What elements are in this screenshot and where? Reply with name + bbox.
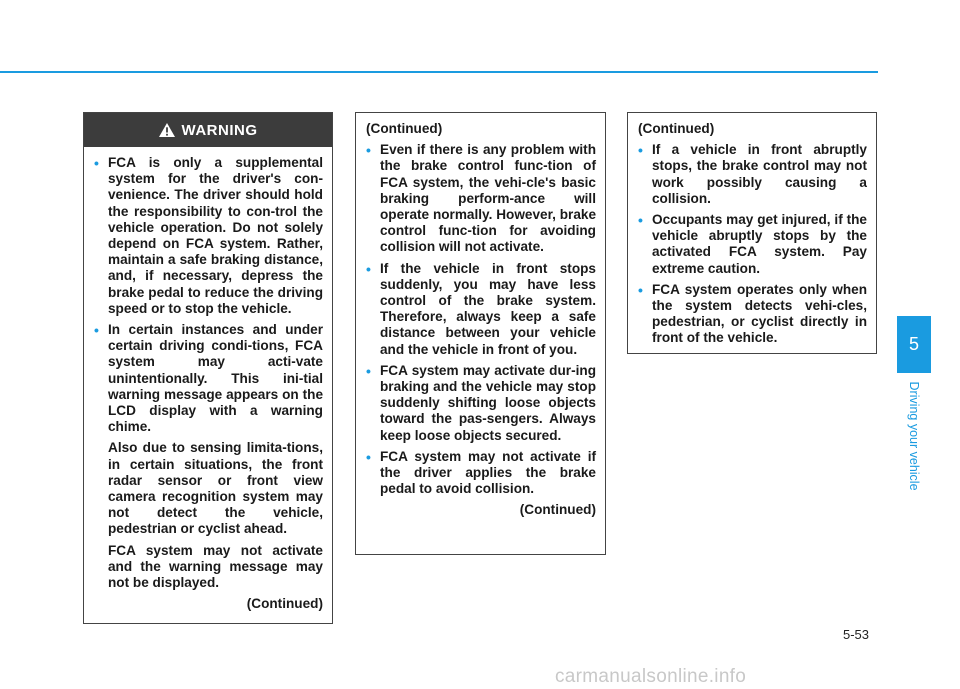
- continued-label: (Continued): [366, 121, 443, 136]
- continued-label: (Continued): [519, 502, 596, 518]
- chapter-tab: 5: [897, 316, 931, 373]
- list-item: • Occupants may get injured, if the vehicle abruptly stops by the activated FCA system. Pay extreme caution.: [638, 212, 867, 276]
- list-item: • FCA system may not activate if the driver applies the brake pedal to avoid collision.: [366, 448, 596, 497]
- warning-header: [84, 113, 332, 147]
- continued-box-3: [627, 112, 877, 354]
- warning-box: [83, 112, 333, 624]
- bullet-list: [366, 142, 596, 497]
- list-item: • FCA system may activate dur-ing braking and the vehicle may stop suddenly shifting loose objects toward the pas-sengers. Always keep loose objects secured.: [366, 362, 596, 443]
- continued-label: (Continued): [246, 596, 323, 612]
- watermark: carmanualsonline.info: [555, 666, 747, 687]
- list-item: • If the vehicle in front stops suddenly, you may have less control of the brake system. Therefore, always keep a safe distance between your vehicle and the vehicle in front of you.: [366, 260, 596, 357]
- header-rule: [0, 71, 878, 73]
- chapter-label: Driving your vehicle: [907, 381, 921, 491]
- bullet-list: [94, 155, 323, 435]
- bullet-icon: •: [638, 281, 643, 298]
- warning-title: WARNING: [181, 121, 258, 139]
- page-number: 5-53: [843, 627, 870, 642]
- paragraph: Also due to sensing limita-tions, in certain situations, the front radar sensor or front view camera recognition system may not detect the vehicle, pedestrian or cyclist ahead.: [108, 440, 323, 537]
- list-item: • FCA system operates only when the system detects vehi-cles, pedestrian, or cyclist directly in front of the vehicle.: [638, 281, 867, 346]
- paragraph: FCA system may not activate and the warning message may not be displayed.: [108, 542, 323, 591]
- list-item: • FCA is only a supplemental system for the driver's con-venience. The driver should hold the responsibility to con-trol the vehicle operation. Do not solely depend on FCA system. Rather, maintain a safe braking distance, and, if necessary, depress the brake pedal to reduce the driving speed or to stop the vehicle.: [94, 155, 323, 316]
- warning-content: [84, 147, 332, 612]
- box-content: [628, 113, 876, 347]
- list-item: • In certain instances and under certain driving condi-tions, FCA system may acti-vate unintentionally. This ini-tial warning message appears on the LCD display with a warning chime.: [94, 322, 323, 435]
- bullet-icon: •: [366, 362, 371, 379]
- bullet-icon: •: [94, 322, 99, 339]
- bullet-icon: •: [366, 448, 371, 465]
- bullet-icon: •: [94, 155, 99, 171]
- continued-box-2: [355, 112, 606, 555]
- warning-triangle-icon: [159, 123, 175, 137]
- bullet-icon: •: [366, 260, 371, 277]
- bullet-list: [638, 142, 867, 346]
- box-content: [356, 113, 605, 519]
- bullet-icon: •: [638, 212, 643, 229]
- continued-label: (Continued): [638, 121, 715, 136]
- list-item: • Even if there is any problem with the brake control func-tion of FCA system, the vehi-cle's basic braking perform-ance will operate normally. However, brake control func-tion for avoiding collision will not activate.: [366, 142, 596, 255]
- bullet-icon: •: [366, 142, 371, 159]
- list-item: • If a vehicle in front abruptly stops, the brake control may not work possibly causing a collision.: [638, 142, 867, 206]
- bullet-icon: •: [638, 142, 643, 159]
